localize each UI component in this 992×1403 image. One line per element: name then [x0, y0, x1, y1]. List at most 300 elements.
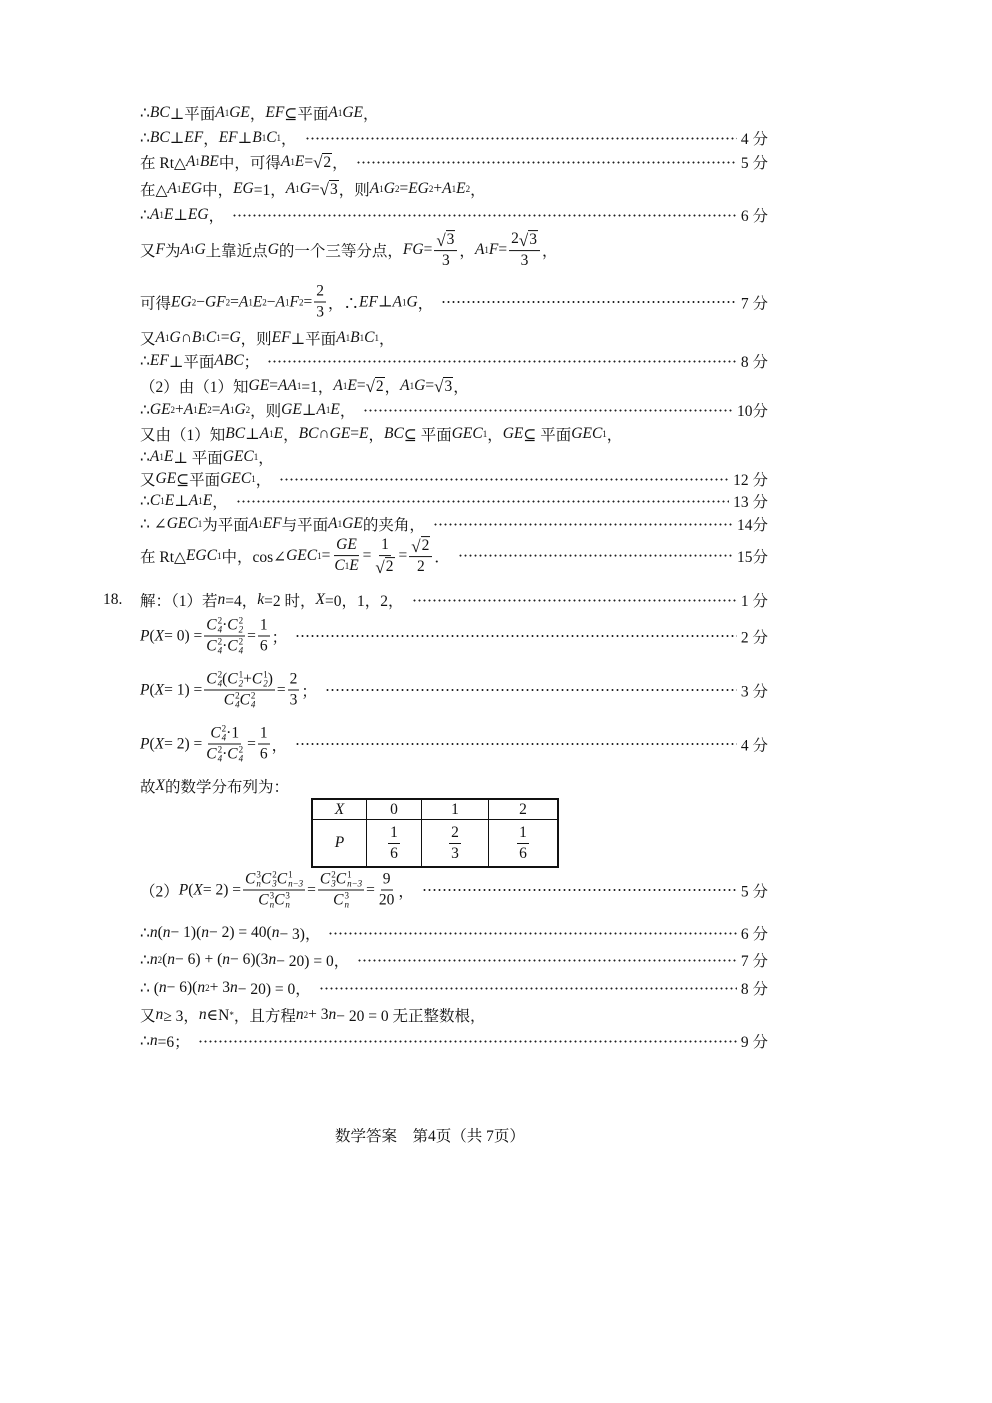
math-var: B	[191, 329, 202, 346]
line-content	[140, 617, 287, 656]
combination-symbol: C	[319, 870, 331, 888]
fraction	[204, 725, 245, 764]
subscript: 1	[290, 157, 295, 167]
combination-symbol: C	[227, 670, 238, 688]
math-var: n	[149, 1032, 158, 1049]
denominator	[222, 691, 258, 710]
math-var: A	[280, 153, 291, 170]
combination-sub: 2	[238, 678, 244, 689]
text: ，	[255, 472, 272, 489]
text: ∴	[140, 924, 150, 942]
text: 9	[382, 870, 391, 888]
text: ，	[384, 379, 401, 396]
text: = 0) =	[164, 627, 203, 644]
solution-line	[140, 423, 768, 445]
line-content	[140, 283, 433, 322]
numerator	[204, 617, 245, 637]
text: ；	[271, 629, 288, 646]
combination-sup: 2	[238, 744, 244, 755]
radical-sign-icon: √	[411, 536, 421, 556]
text: 1	[259, 616, 268, 634]
combination-symbol: C	[251, 670, 263, 688]
score-label: 9 分	[740, 1034, 768, 1051]
text: 3	[520, 251, 529, 269]
superscript: 2	[207, 405, 212, 415]
math-var: A	[167, 180, 177, 197]
math-var: A	[336, 329, 346, 346]
combination-symbol: C	[274, 891, 285, 909]
text: =	[362, 547, 372, 564]
math-var: C	[364, 329, 375, 346]
score-label: 4 分	[740, 131, 768, 148]
table-row-label: P	[312, 820, 367, 868]
dot-leader	[325, 689, 737, 692]
text: ，	[487, 427, 503, 444]
numerator: 1	[388, 824, 400, 844]
subscript: 1	[285, 297, 290, 307]
text: ⊥	[169, 129, 185, 147]
math-var: GEC	[222, 448, 254, 465]
text: 解：（1）若	[140, 593, 218, 610]
dot-leader	[305, 137, 737, 140]
text: −	[196, 293, 205, 310]
math-var: GE	[342, 104, 363, 121]
math-var: X	[154, 735, 165, 752]
math-var: G	[169, 329, 181, 346]
line-content	[140, 589, 404, 611]
math-var: A	[333, 377, 343, 394]
text: ∈N	[206, 1006, 230, 1024]
text: ∴	[140, 492, 150, 510]
math-var: EF	[218, 129, 238, 146]
math-var: n	[167, 951, 176, 968]
solution-line	[140, 1004, 768, 1026]
combination-sup: 2	[272, 869, 277, 880]
math-var: A	[238, 293, 249, 310]
text: − 6)(	[166, 979, 198, 996]
denominator	[332, 557, 360, 576]
text: =	[498, 241, 508, 258]
math-var: n	[229, 979, 238, 996]
solution-line	[140, 230, 768, 270]
line-content	[140, 350, 259, 372]
math-var: A	[215, 104, 225, 121]
radical-sign-icon: √	[518, 230, 529, 250]
math-var: E	[163, 206, 174, 223]
numerator	[409, 536, 432, 557]
text: =	[321, 547, 331, 564]
math-var: C	[334, 557, 345, 575]
math-var: FG	[402, 241, 424, 258]
text: =	[276, 681, 286, 698]
combination-symbol: C	[206, 670, 217, 688]
math-var: n	[149, 924, 158, 941]
combination-symbol: C	[245, 870, 256, 888]
text: ，	[258, 450, 274, 467]
fraction	[388, 824, 400, 863]
subscript: 1	[602, 429, 607, 439]
text: ∴	[140, 1032, 150, 1050]
combination-sub: 4	[235, 699, 240, 710]
combination-sup: 1	[263, 669, 268, 680]
math-var: A	[188, 492, 199, 509]
text: ∴	[140, 401, 150, 419]
solution-line	[140, 1030, 768, 1052]
math-var: BC	[149, 104, 170, 121]
text: ，	[283, 427, 299, 444]
math-var: E	[163, 448, 174, 465]
combination-sup: 2	[217, 669, 223, 680]
square-root	[434, 377, 453, 396]
text: 1	[259, 724, 268, 742]
text: −	[266, 293, 276, 310]
math-var: n	[197, 979, 206, 996]
superscript: 2	[191, 297, 197, 307]
text: ，	[368, 427, 385, 444]
score-label: 1 分	[740, 593, 768, 610]
combination-sub: n	[269, 899, 275, 910]
combination	[240, 692, 256, 710]
solution-line	[140, 375, 768, 397]
combination-indices	[251, 692, 256, 710]
line-content	[140, 949, 349, 971]
dot-leader	[412, 599, 737, 602]
dot-leader	[433, 523, 733, 526]
solution-line	[140, 204, 768, 226]
solution-line	[140, 922, 768, 944]
combination-symbol: C	[276, 870, 288, 888]
combination-sub: 4	[217, 678, 223, 689]
distribution-table	[311, 798, 559, 868]
numerator: 2	[449, 824, 461, 844]
text: ，	[459, 243, 475, 260]
subscript: 1	[401, 297, 407, 307]
math-var: BE	[199, 153, 219, 170]
text: =	[220, 329, 230, 346]
text: ∴	[140, 129, 150, 147]
solution-line	[140, 127, 768, 149]
math-var: EG	[171, 293, 192, 310]
numerator	[288, 671, 300, 691]
math-var: P	[140, 627, 150, 644]
text: ⊥	[237, 129, 253, 147]
line-content	[140, 399, 355, 421]
text: =	[303, 293, 313, 310]
combination-sup: 2	[217, 615, 223, 626]
text: ，	[470, 182, 486, 199]
fraction	[288, 671, 300, 710]
subscript: 1	[344, 561, 350, 572]
fraction	[449, 824, 461, 863]
text: =	[304, 153, 314, 170]
text: ，	[271, 737, 288, 754]
combination	[206, 746, 222, 764]
text: +	[243, 670, 252, 688]
square-root	[320, 180, 339, 199]
superscript: 2	[428, 184, 434, 194]
line-content	[140, 375, 469, 397]
text: − 6) + (	[175, 951, 223, 968]
table-header-cell: 1	[422, 799, 489, 820]
math-var: GE	[248, 377, 270, 394]
solution-line	[140, 178, 768, 200]
text: ·	[222, 745, 228, 763]
combination-symbol: C	[210, 724, 221, 742]
math-var: n	[155, 1006, 164, 1023]
text: ⊆平面	[284, 106, 329, 123]
text: 6	[259, 637, 268, 655]
text: +	[433, 180, 443, 197]
text: ，	[606, 427, 623, 444]
combination-symbol: C	[258, 891, 269, 909]
text: ⊥	[301, 401, 317, 419]
score-label: 5 分	[740, 883, 768, 900]
text: ⊥	[173, 206, 188, 224]
math-var: GE	[502, 425, 524, 442]
math-var: n	[328, 1006, 337, 1023]
solution-line	[140, 671, 768, 710]
math-var: EG	[233, 180, 254, 197]
subscript: 1	[269, 429, 274, 439]
combination-sub: n−3	[347, 878, 363, 889]
text: 中，	[202, 182, 234, 199]
math-var: E	[273, 425, 284, 442]
fraction	[434, 230, 457, 270]
line-content	[140, 446, 274, 468]
dot-leader	[236, 500, 729, 503]
math-var: X	[193, 881, 203, 898]
math-var: n	[198, 1006, 207, 1023]
denominator	[331, 891, 351, 910]
dot-leader	[232, 214, 737, 217]
fraction	[258, 617, 270, 656]
text: 中，cos∠	[221, 549, 287, 566]
text: ；	[301, 683, 317, 700]
math-var: A	[275, 293, 286, 310]
superscript: *	[229, 1010, 234, 1020]
solution-line	[140, 283, 768, 322]
text: 2	[289, 670, 298, 688]
math-var: n	[222, 951, 230, 968]
math-var: A	[183, 401, 194, 418]
solution-line	[140, 536, 768, 576]
solution-line	[140, 977, 768, 999]
denominator	[440, 251, 452, 270]
math-var: G	[406, 293, 418, 310]
math-var: n	[271, 924, 280, 941]
combination-sup: 2	[238, 636, 244, 647]
math-var: n	[217, 591, 226, 608]
combination-sub: 4	[217, 645, 223, 656]
text: ，	[339, 403, 356, 420]
math-var: E	[202, 492, 213, 509]
text: 的数学分布列为：	[164, 779, 289, 796]
dot-leader	[328, 932, 736, 935]
math-var: A	[316, 401, 326, 418]
combination-sup: 1	[347, 869, 352, 880]
math-var: n	[149, 951, 158, 968]
text: =	[423, 241, 433, 258]
subscript: 1	[325, 405, 331, 415]
text: ，则	[240, 331, 272, 348]
subscript: 1	[337, 519, 343, 529]
text: 1	[381, 536, 389, 554]
numerator: 1	[517, 824, 529, 844]
dot-leader	[198, 1040, 737, 1043]
math-var: GEC	[451, 425, 483, 442]
math-var: E	[456, 180, 466, 197]
text: ≥ 3，	[163, 1008, 199, 1025]
denominator	[204, 745, 245, 764]
text: ⊆平面	[176, 472, 221, 489]
line-content	[140, 1004, 485, 1026]
score-label: 15分	[736, 549, 768, 566]
text: ；	[243, 354, 260, 371]
math-var: GE	[342, 515, 363, 532]
text: 3	[442, 251, 450, 269]
text: ·1	[226, 724, 240, 742]
subscript: 1	[451, 184, 457, 194]
line-content	[140, 922, 320, 944]
line-content	[140, 151, 348, 173]
math-var: n	[268, 951, 277, 968]
line-content	[140, 423, 622, 445]
math-var: C	[205, 329, 217, 346]
superscript: 2	[465, 184, 471, 194]
table-header-cell: 0	[367, 799, 422, 820]
math-var: A	[259, 425, 270, 442]
subscript: 1	[409, 381, 415, 391]
subscript: 1	[159, 210, 164, 220]
subscript: 1	[359, 333, 365, 343]
fraction	[332, 537, 360, 576]
math-var: X	[154, 627, 165, 644]
math-var: E	[330, 401, 340, 418]
text: )	[267, 670, 273, 688]
line-content	[140, 871, 414, 910]
math-var: A	[248, 515, 259, 532]
combination	[227, 617, 243, 635]
solution-line	[140, 513, 768, 535]
text: 6	[259, 745, 268, 763]
subscript: 1	[195, 157, 200, 167]
combination-symbol: C	[333, 891, 344, 909]
score-label: 6 分	[740, 208, 768, 225]
math-var: EF	[184, 129, 204, 146]
line-content	[140, 102, 379, 124]
square-root	[519, 230, 538, 249]
text: ，	[363, 106, 379, 123]
text: ∴	[140, 352, 150, 370]
fraction	[509, 230, 540, 270]
dot-leader	[356, 161, 737, 164]
text: 为平面	[202, 517, 249, 534]
combination	[336, 871, 362, 889]
math-var: A	[155, 329, 165, 346]
solution-line	[103, 589, 768, 611]
radicand: 2	[421, 537, 430, 555]
text: ，	[208, 208, 225, 225]
denominator	[415, 557, 427, 576]
math-var: EF	[359, 293, 378, 310]
line-content	[140, 490, 228, 512]
table-header-cell: X	[312, 799, 367, 820]
combination-sup: 1	[288, 869, 293, 880]
text: (	[149, 681, 155, 698]
radicand: 2	[375, 377, 384, 395]
combination-sub: 3	[272, 878, 277, 889]
text: − 1)(	[170, 924, 202, 941]
subscript: 1	[317, 551, 322, 561]
fraction	[258, 725, 270, 764]
combination-symbol: C	[260, 870, 272, 888]
dot-leader	[279, 478, 729, 481]
score-label: 13 分	[733, 494, 768, 511]
denominator	[519, 251, 531, 270]
table-header-cell: 2	[489, 799, 559, 820]
numerator	[509, 230, 540, 251]
math-var: A	[369, 180, 380, 197]
combination-indices	[347, 871, 362, 889]
text: ，且方程	[233, 1008, 296, 1025]
math-var: EF	[265, 104, 285, 121]
text: =	[310, 180, 320, 197]
line-content	[140, 1030, 190, 1052]
fraction	[204, 671, 275, 710]
radicand: 3	[446, 231, 455, 249]
math-var: A	[149, 206, 160, 223]
numerator	[243, 871, 305, 891]
text: (	[222, 670, 228, 688]
score-label: 10分	[736, 403, 768, 420]
text: 又由（1）知	[140, 427, 226, 444]
math-var: E	[197, 401, 208, 418]
table-cell	[489, 820, 559, 868]
dot-leader	[267, 360, 737, 363]
math-var: GE	[229, 104, 250, 121]
math-var: GEC	[220, 470, 252, 487]
math-var: k	[257, 591, 265, 608]
combination	[206, 671, 222, 689]
score-label: 5 分	[740, 155, 768, 172]
solution-line	[140, 490, 768, 512]
fraction	[409, 536, 432, 576]
combination-symbol: C	[206, 616, 217, 634]
text: 的夹角，	[362, 517, 425, 534]
math-var: G	[383, 180, 395, 197]
combination-sup: 2	[217, 744, 223, 755]
fraction	[517, 824, 529, 863]
solution-line	[140, 725, 768, 764]
subscript: 1	[295, 184, 300, 194]
combination-indices	[285, 892, 290, 910]
subscript: 1	[258, 519, 263, 529]
math-var: EG	[181, 180, 203, 197]
square-root	[411, 536, 430, 555]
combination	[224, 692, 240, 710]
denominator	[373, 556, 396, 576]
combination	[227, 746, 243, 764]
text: 又	[140, 472, 156, 489]
text: =	[307, 881, 316, 898]
text: =	[247, 627, 256, 644]
combination-sub: 4	[238, 753, 244, 764]
solution-line	[140, 775, 768, 797]
math-var: A	[185, 153, 196, 170]
math-var: X	[315, 591, 325, 608]
text: ⊥	[174, 492, 189, 510]
text: =1，	[301, 379, 334, 396]
